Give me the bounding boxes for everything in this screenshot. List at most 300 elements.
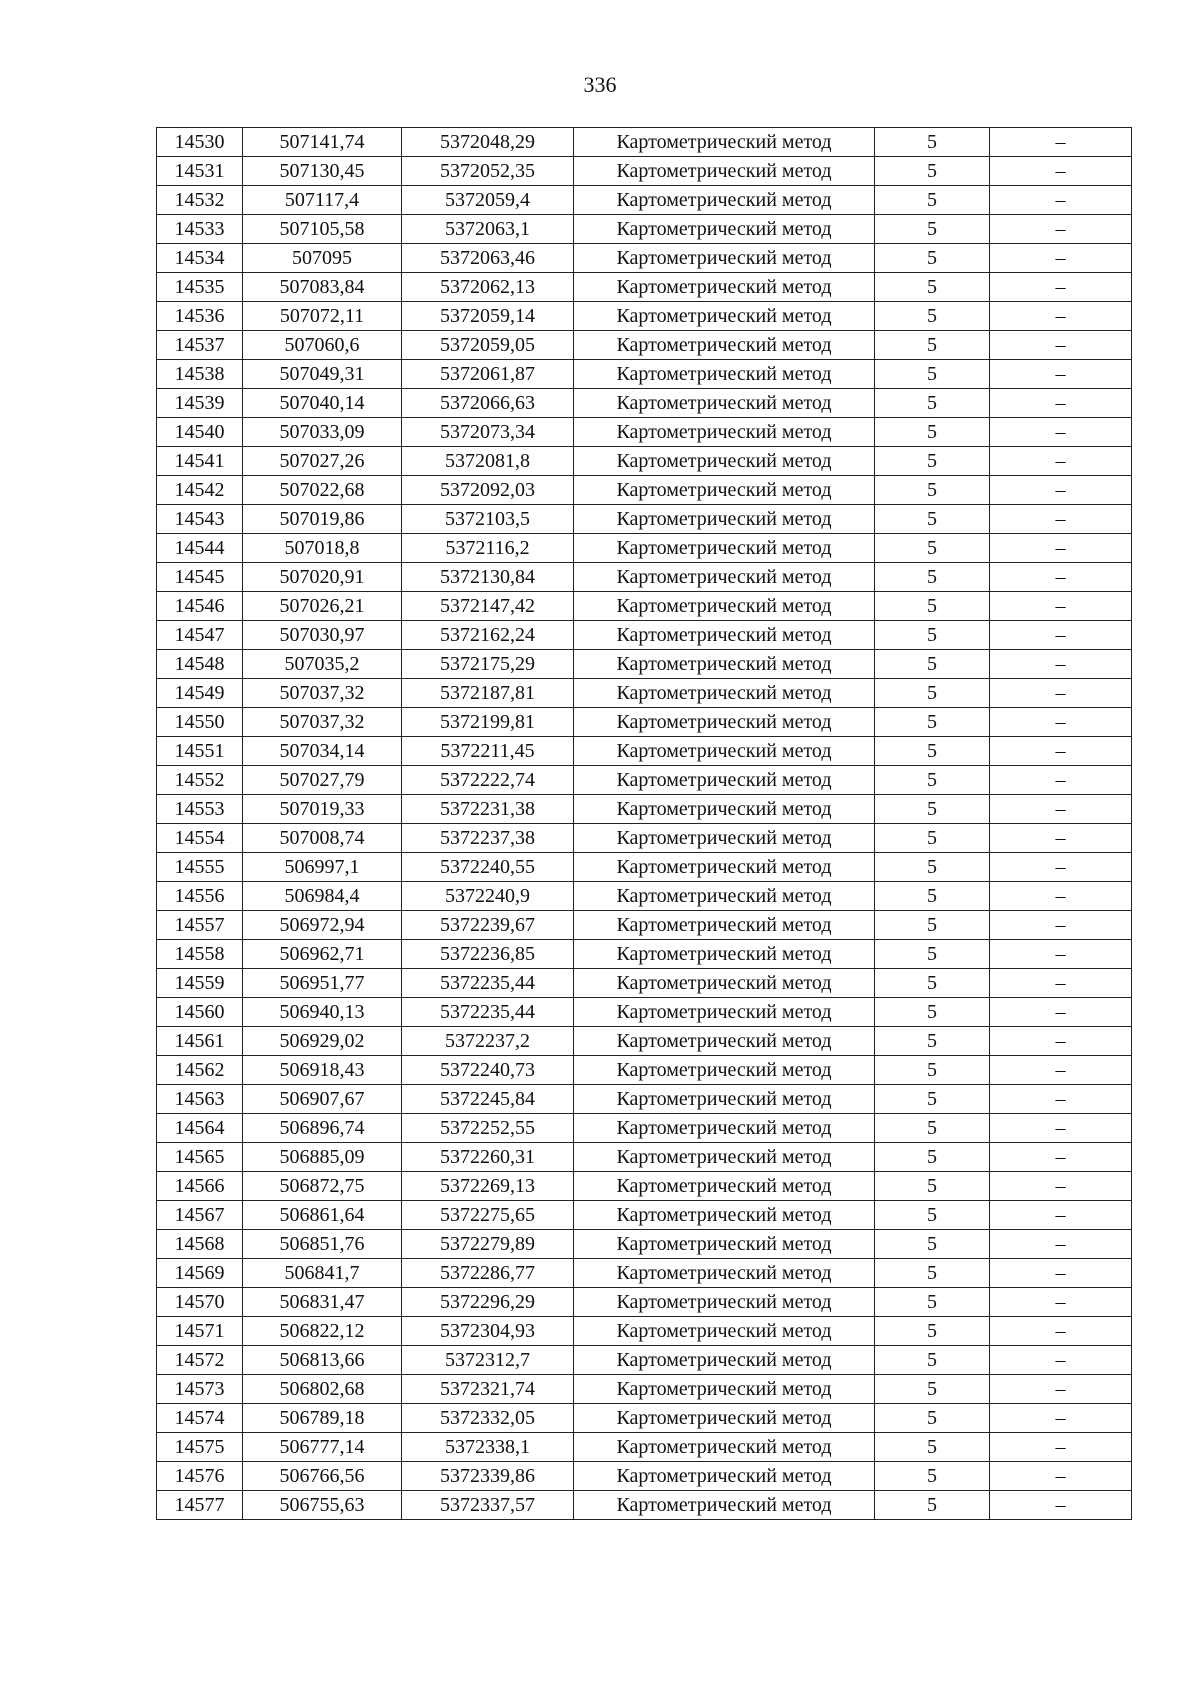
x-coordinate-cell: 507040,14	[243, 389, 402, 418]
method-cell: Картометрический метод	[574, 186, 875, 215]
x-coordinate-cell: 507095	[243, 244, 402, 273]
point-number-cell: 14567	[157, 1201, 243, 1230]
accuracy-cell: 5	[875, 1288, 990, 1317]
point-number-cell: 14551	[157, 737, 243, 766]
y-coordinate-cell: 5372187,81	[402, 679, 574, 708]
description-cell: –	[990, 1143, 1132, 1172]
y-coordinate-cell: 5372260,31	[402, 1143, 574, 1172]
table-row	[157, 215, 1132, 244]
y-coordinate-cell: 5372296,29	[402, 1288, 574, 1317]
description-cell: –	[990, 302, 1132, 331]
point-number-cell: 14553	[157, 795, 243, 824]
x-coordinate-cell: 506861,64	[243, 1201, 402, 1230]
point-number-cell: 14568	[157, 1230, 243, 1259]
point-number-cell: 14574	[157, 1404, 243, 1433]
x-coordinate-cell: 507022,68	[243, 476, 402, 505]
method-cell: Картометрический метод	[574, 853, 875, 882]
table-row	[157, 128, 1132, 157]
point-number-cell: 14550	[157, 708, 243, 737]
table-row	[157, 302, 1132, 331]
accuracy-cell: 5	[875, 418, 990, 447]
method-cell: Картометрический метод	[574, 244, 875, 273]
method-cell: Картометрический метод	[574, 1462, 875, 1491]
y-coordinate-cell: 5372059,4	[402, 186, 574, 215]
accuracy-cell: 5	[875, 389, 990, 418]
table-row	[157, 331, 1132, 360]
point-number-cell: 14572	[157, 1346, 243, 1375]
point-number-cell: 14540	[157, 418, 243, 447]
description-cell: –	[990, 128, 1132, 157]
accuracy-cell: 5	[875, 592, 990, 621]
description-cell: –	[990, 505, 1132, 534]
description-cell: –	[990, 592, 1132, 621]
x-coordinate-cell: 507049,31	[243, 360, 402, 389]
description-cell: –	[990, 1056, 1132, 1085]
table-row	[157, 389, 1132, 418]
table-row	[157, 708, 1132, 737]
x-coordinate-cell: 506951,77	[243, 969, 402, 998]
description-cell: –	[990, 1288, 1132, 1317]
table-row	[157, 360, 1132, 389]
accuracy-cell: 5	[875, 157, 990, 186]
accuracy-cell: 5	[875, 911, 990, 940]
point-number-cell: 14555	[157, 853, 243, 882]
table-row	[157, 1201, 1132, 1230]
table-row	[157, 447, 1132, 476]
method-cell: Картометрический метод	[574, 1346, 875, 1375]
accuracy-cell: 5	[875, 1027, 990, 1056]
table-row	[157, 824, 1132, 853]
table-row	[157, 1027, 1132, 1056]
point-number-cell: 14543	[157, 505, 243, 534]
description-cell: –	[990, 563, 1132, 592]
y-coordinate-cell: 5372279,89	[402, 1230, 574, 1259]
accuracy-cell: 5	[875, 447, 990, 476]
method-cell: Картометрический метод	[574, 157, 875, 186]
method-cell: Картометрический метод	[574, 621, 875, 650]
point-number-cell: 14532	[157, 186, 243, 215]
x-coordinate-cell: 507030,97	[243, 621, 402, 650]
accuracy-cell: 5	[875, 795, 990, 824]
description-cell: –	[990, 186, 1132, 215]
description-cell: –	[990, 1375, 1132, 1404]
x-coordinate-cell: 507019,33	[243, 795, 402, 824]
point-number-cell: 14531	[157, 157, 243, 186]
description-cell: –	[990, 1172, 1132, 1201]
table-row	[157, 1462, 1132, 1491]
x-coordinate-cell: 506822,12	[243, 1317, 402, 1346]
point-number-cell: 14560	[157, 998, 243, 1027]
x-coordinate-cell: 506777,14	[243, 1433, 402, 1462]
x-coordinate-cell: 507027,26	[243, 447, 402, 476]
method-cell: Картометрический метод	[574, 360, 875, 389]
description-cell: –	[990, 1491, 1132, 1520]
x-coordinate-cell: 507018,8	[243, 534, 402, 563]
table-row	[157, 795, 1132, 824]
table-row	[157, 1230, 1132, 1259]
x-coordinate-cell: 507141,74	[243, 128, 402, 157]
y-coordinate-cell: 5372236,85	[402, 940, 574, 969]
accuracy-cell: 5	[875, 1433, 990, 1462]
table-row	[157, 1404, 1132, 1433]
table-row	[157, 505, 1132, 534]
point-number-cell: 14538	[157, 360, 243, 389]
accuracy-cell: 5	[875, 534, 990, 563]
point-number-cell: 14547	[157, 621, 243, 650]
description-cell: –	[990, 157, 1132, 186]
table-row	[157, 853, 1132, 882]
method-cell: Картометрический метод	[574, 737, 875, 766]
y-coordinate-cell: 5372061,87	[402, 360, 574, 389]
description-cell: –	[990, 969, 1132, 998]
method-cell: Картометрический метод	[574, 679, 875, 708]
description-cell: –	[990, 853, 1132, 882]
x-coordinate-cell: 507034,14	[243, 737, 402, 766]
description-cell: –	[990, 998, 1132, 1027]
accuracy-cell: 5	[875, 1143, 990, 1172]
table-row	[157, 476, 1132, 505]
description-cell: –	[990, 273, 1132, 302]
method-cell: Картометрический метод	[574, 273, 875, 302]
method-cell: Картометрический метод	[574, 592, 875, 621]
y-coordinate-cell: 5372052,35	[402, 157, 574, 186]
x-coordinate-cell: 506813,66	[243, 1346, 402, 1375]
x-coordinate-cell: 506755,63	[243, 1491, 402, 1520]
y-coordinate-cell: 5372162,24	[402, 621, 574, 650]
accuracy-cell: 5	[875, 1259, 990, 1288]
accuracy-cell: 5	[875, 679, 990, 708]
y-coordinate-cell: 5372240,73	[402, 1056, 574, 1085]
x-coordinate-cell: 507037,32	[243, 708, 402, 737]
accuracy-cell: 5	[875, 621, 990, 650]
point-number-cell: 14530	[157, 128, 243, 157]
x-coordinate-cell: 507019,86	[243, 505, 402, 534]
accuracy-cell: 5	[875, 186, 990, 215]
point-number-cell: 14545	[157, 563, 243, 592]
description-cell: –	[990, 418, 1132, 447]
accuracy-cell: 5	[875, 215, 990, 244]
y-coordinate-cell: 5372237,38	[402, 824, 574, 853]
method-cell: Картометрический метод	[574, 389, 875, 418]
x-coordinate-cell: 506789,18	[243, 1404, 402, 1433]
x-coordinate-cell: 506972,94	[243, 911, 402, 940]
method-cell: Картометрический метод	[574, 1143, 875, 1172]
table-row	[157, 766, 1132, 795]
table-row	[157, 882, 1132, 911]
method-cell: Картометрический метод	[574, 1404, 875, 1433]
y-coordinate-cell: 5372239,67	[402, 911, 574, 940]
accuracy-cell: 5	[875, 969, 990, 998]
table-row	[157, 1375, 1132, 1404]
x-coordinate-cell: 507008,74	[243, 824, 402, 853]
y-coordinate-cell: 5372231,38	[402, 795, 574, 824]
description-cell: –	[990, 940, 1132, 969]
description-cell: –	[990, 795, 1132, 824]
description-cell: –	[990, 1201, 1132, 1230]
x-coordinate-cell: 507105,58	[243, 215, 402, 244]
description-cell: –	[990, 244, 1132, 273]
y-coordinate-cell: 5372275,65	[402, 1201, 574, 1230]
accuracy-cell: 5	[875, 505, 990, 534]
point-number-cell: 14542	[157, 476, 243, 505]
x-coordinate-cell: 507117,4	[243, 186, 402, 215]
point-number-cell: 14566	[157, 1172, 243, 1201]
method-cell: Картометрический метод	[574, 1375, 875, 1404]
x-coordinate-cell: 507020,91	[243, 563, 402, 592]
table-row	[157, 157, 1132, 186]
description-cell: –	[990, 360, 1132, 389]
method-cell: Картометрический метод	[574, 1056, 875, 1085]
y-coordinate-cell: 5372286,77	[402, 1259, 574, 1288]
point-number-cell: 14548	[157, 650, 243, 679]
point-number-cell: 14570	[157, 1288, 243, 1317]
point-number-cell: 14571	[157, 1317, 243, 1346]
method-cell: Картометрический метод	[574, 1259, 875, 1288]
x-coordinate-cell: 507035,2	[243, 650, 402, 679]
y-coordinate-cell: 5372235,44	[402, 969, 574, 998]
point-number-cell: 14564	[157, 1114, 243, 1143]
method-cell: Картометрический метод	[574, 1085, 875, 1114]
table-row	[157, 1172, 1132, 1201]
table-row	[157, 969, 1132, 998]
table-row	[157, 1056, 1132, 1085]
point-number-cell: 14552	[157, 766, 243, 795]
accuracy-cell: 5	[875, 476, 990, 505]
x-coordinate-cell: 506841,7	[243, 1259, 402, 1288]
description-cell: –	[990, 1114, 1132, 1143]
y-coordinate-cell: 5372337,57	[402, 1491, 574, 1520]
description-cell: –	[990, 1259, 1132, 1288]
table-row	[157, 621, 1132, 650]
description-cell: –	[990, 534, 1132, 563]
description-cell: –	[990, 766, 1132, 795]
y-coordinate-cell: 5372048,29	[402, 128, 574, 157]
table-row	[157, 418, 1132, 447]
description-cell: –	[990, 621, 1132, 650]
accuracy-cell: 5	[875, 998, 990, 1027]
accuracy-cell: 5	[875, 1085, 990, 1114]
point-number-cell: 14561	[157, 1027, 243, 1056]
description-cell: –	[990, 331, 1132, 360]
y-coordinate-cell: 5372081,8	[402, 447, 574, 476]
table-row	[157, 244, 1132, 273]
y-coordinate-cell: 5372059,05	[402, 331, 574, 360]
method-cell: Картометрический метод	[574, 331, 875, 360]
method-cell: Картометрический метод	[574, 1172, 875, 1201]
page-number: 336	[583, 72, 617, 97]
point-number-cell: 14575	[157, 1433, 243, 1462]
x-coordinate-cell: 507037,32	[243, 679, 402, 708]
x-coordinate-cell: 506896,74	[243, 1114, 402, 1143]
accuracy-cell: 5	[875, 766, 990, 795]
y-coordinate-cell: 5372339,86	[402, 1462, 574, 1491]
description-cell: –	[990, 882, 1132, 911]
description-cell: –	[990, 1317, 1132, 1346]
x-coordinate-cell: 506766,56	[243, 1462, 402, 1491]
table-row	[157, 1346, 1132, 1375]
description-cell: –	[990, 389, 1132, 418]
accuracy-cell: 5	[875, 302, 990, 331]
point-number-cell: 14557	[157, 911, 243, 940]
coordinates-table-body	[157, 128, 1132, 1520]
accuracy-cell: 5	[875, 650, 990, 679]
description-cell: –	[990, 1404, 1132, 1433]
accuracy-cell: 5	[875, 1346, 990, 1375]
table-row	[157, 534, 1132, 563]
table-row	[157, 563, 1132, 592]
y-coordinate-cell: 5372211,45	[402, 737, 574, 766]
y-coordinate-cell: 5372063,1	[402, 215, 574, 244]
description-cell: –	[990, 1230, 1132, 1259]
accuracy-cell: 5	[875, 1230, 990, 1259]
y-coordinate-cell: 5372269,13	[402, 1172, 574, 1201]
accuracy-cell: 5	[875, 708, 990, 737]
y-coordinate-cell: 5372321,74	[402, 1375, 574, 1404]
description-cell: –	[990, 215, 1132, 244]
y-coordinate-cell: 5372147,42	[402, 592, 574, 621]
y-coordinate-cell: 5372062,13	[402, 273, 574, 302]
table-row	[157, 592, 1132, 621]
table-row	[157, 1259, 1132, 1288]
accuracy-cell: 5	[875, 853, 990, 882]
y-coordinate-cell: 5372237,2	[402, 1027, 574, 1056]
method-cell: Картометрический метод	[574, 302, 875, 331]
method-cell: Картометрический метод	[574, 1114, 875, 1143]
accuracy-cell: 5	[875, 940, 990, 969]
table-row	[157, 911, 1132, 940]
description-cell: –	[990, 1085, 1132, 1114]
description-cell: –	[990, 737, 1132, 766]
y-coordinate-cell: 5372240,9	[402, 882, 574, 911]
y-coordinate-cell: 5372103,5	[402, 505, 574, 534]
y-coordinate-cell: 5372245,84	[402, 1085, 574, 1114]
point-number-cell: 14533	[157, 215, 243, 244]
point-number-cell: 14558	[157, 940, 243, 969]
x-coordinate-cell: 506984,4	[243, 882, 402, 911]
accuracy-cell: 5	[875, 360, 990, 389]
table-row	[157, 1085, 1132, 1114]
point-number-cell: 14576	[157, 1462, 243, 1491]
y-coordinate-cell: 5372222,74	[402, 766, 574, 795]
accuracy-cell: 5	[875, 1114, 990, 1143]
description-cell: –	[990, 911, 1132, 940]
table-row	[157, 737, 1132, 766]
accuracy-cell: 5	[875, 1404, 990, 1433]
table-row	[157, 679, 1132, 708]
y-coordinate-cell: 5372252,55	[402, 1114, 574, 1143]
accuracy-cell: 5	[875, 882, 990, 911]
description-cell: –	[990, 650, 1132, 679]
accuracy-cell: 5	[875, 1375, 990, 1404]
method-cell: Картометрический метод	[574, 940, 875, 969]
table-row	[157, 940, 1132, 969]
description-cell: –	[990, 476, 1132, 505]
y-coordinate-cell: 5372332,05	[402, 1404, 574, 1433]
x-coordinate-cell: 507072,11	[243, 302, 402, 331]
method-cell: Картометрический метод	[574, 795, 875, 824]
method-cell: Картометрический метод	[574, 1433, 875, 1462]
y-coordinate-cell: 5372059,14	[402, 302, 574, 331]
y-coordinate-cell: 5372304,93	[402, 1317, 574, 1346]
x-coordinate-cell: 506940,13	[243, 998, 402, 1027]
accuracy-cell: 5	[875, 1056, 990, 1085]
x-coordinate-cell: 506802,68	[243, 1375, 402, 1404]
description-cell: –	[990, 447, 1132, 476]
method-cell: Картометрический метод	[574, 969, 875, 998]
y-coordinate-cell: 5372235,44	[402, 998, 574, 1027]
method-cell: Картометрический метод	[574, 505, 875, 534]
accuracy-cell: 5	[875, 1491, 990, 1520]
table-row	[157, 186, 1132, 215]
x-coordinate-cell: 507130,45	[243, 157, 402, 186]
method-cell: Картометрический метод	[574, 1491, 875, 1520]
accuracy-cell: 5	[875, 1201, 990, 1230]
method-cell: Картометрический метод	[574, 911, 875, 940]
description-cell: –	[990, 1433, 1132, 1462]
method-cell: Картометрический метод	[574, 1317, 875, 1346]
x-coordinate-cell: 506885,09	[243, 1143, 402, 1172]
point-number-cell: 14549	[157, 679, 243, 708]
y-coordinate-cell: 5372338,1	[402, 1433, 574, 1462]
description-cell: –	[990, 1027, 1132, 1056]
accuracy-cell: 5	[875, 273, 990, 302]
accuracy-cell: 5	[875, 824, 990, 853]
method-cell: Картометрический метод	[574, 824, 875, 853]
method-cell: Картометрический метод	[574, 766, 875, 795]
y-coordinate-cell: 5372312,7	[402, 1346, 574, 1375]
description-cell: –	[990, 1462, 1132, 1491]
table-row	[157, 1433, 1132, 1462]
table-row	[157, 1143, 1132, 1172]
point-number-cell: 14577	[157, 1491, 243, 1520]
table-row	[157, 1288, 1132, 1317]
x-coordinate-cell: 506962,71	[243, 940, 402, 969]
table-row	[157, 1491, 1132, 1520]
point-number-cell: 14556	[157, 882, 243, 911]
x-coordinate-cell: 506851,76	[243, 1230, 402, 1259]
x-coordinate-cell: 506918,43	[243, 1056, 402, 1085]
x-coordinate-cell: 506997,1	[243, 853, 402, 882]
point-number-cell: 14534	[157, 244, 243, 273]
method-cell: Картометрический метод	[574, 998, 875, 1027]
point-number-cell: 14563	[157, 1085, 243, 1114]
table-row	[157, 1317, 1132, 1346]
point-number-cell: 14539	[157, 389, 243, 418]
accuracy-cell: 5	[875, 244, 990, 273]
x-coordinate-cell: 507027,79	[243, 766, 402, 795]
method-cell: Картометрический метод	[574, 1201, 875, 1230]
method-cell: Картометрический метод	[574, 1027, 875, 1056]
y-coordinate-cell: 5372116,2	[402, 534, 574, 563]
description-cell: –	[990, 708, 1132, 737]
method-cell: Картометрический метод	[574, 650, 875, 679]
x-coordinate-cell: 506831,47	[243, 1288, 402, 1317]
method-cell: Картометрический метод	[574, 534, 875, 563]
point-number-cell: 14562	[157, 1056, 243, 1085]
point-number-cell: 14569	[157, 1259, 243, 1288]
accuracy-cell: 5	[875, 563, 990, 592]
y-coordinate-cell: 5372175,29	[402, 650, 574, 679]
accuracy-cell: 5	[875, 128, 990, 157]
method-cell: Картометрический метод	[574, 447, 875, 476]
table-row	[157, 1114, 1132, 1143]
point-number-cell: 14573	[157, 1375, 243, 1404]
method-cell: Картометрический метод	[574, 215, 875, 244]
point-number-cell: 14536	[157, 302, 243, 331]
y-coordinate-cell: 5372240,55	[402, 853, 574, 882]
point-number-cell: 14554	[157, 824, 243, 853]
x-coordinate-cell: 506872,75	[243, 1172, 402, 1201]
